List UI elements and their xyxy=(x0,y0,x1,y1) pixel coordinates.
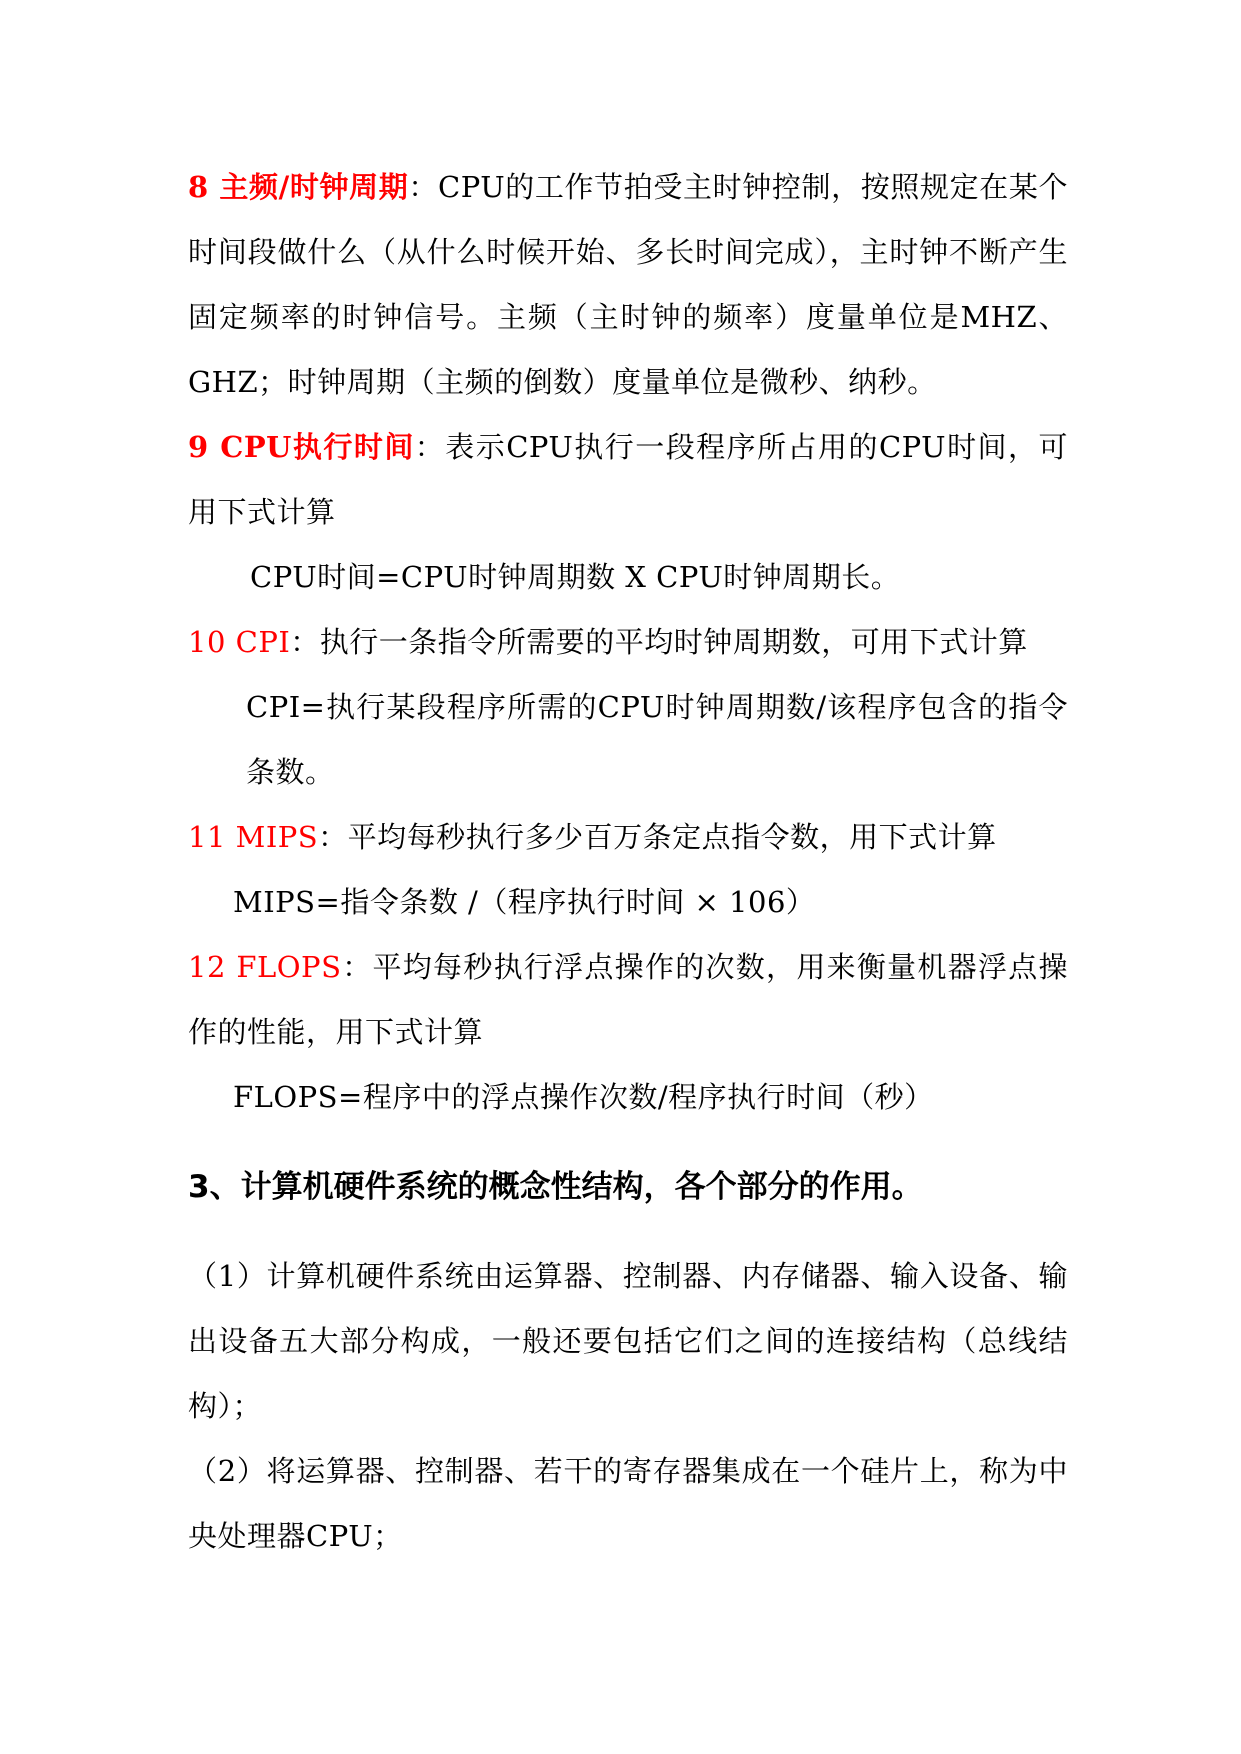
formula-flops: FLOPS=程序中的浮点操作次数/程序执行时间（秒） xyxy=(233,1080,934,1114)
section-heading: 3、计算机硬件系统的概念性结构，各个部分的作用。 xyxy=(188,1169,923,1205)
definition-text: ：执行一条指令所需要的平均时钟周期数，可用下式计算 xyxy=(290,625,1028,659)
formula-cpu-time: CPU时间=CPU时钟周期数 X CPU时钟周期长。 xyxy=(250,560,901,594)
definition-text: ：CPU的工作节拍受主时钟控制，按照规定在某个时间段做什么（从什么时候开始、多长时间完成），主时钟不断产生固定频率的时钟信号。主频（主时钟的频率）度量单位是MHZ、GHZ；时钟周期（主频的倒数）度量单位是微秒、纳秒。 xyxy=(188,170,1069,399)
definition-flops xyxy=(188,935,1068,1065)
definition-mips xyxy=(188,805,1068,870)
term-label: 10 CPI xyxy=(188,625,291,659)
term-label: 9 CPU执行时间 xyxy=(188,430,415,464)
term-label: 12 FLOPS xyxy=(188,950,342,984)
term-label: 8 主频/时钟周期 xyxy=(188,170,409,204)
definition-cpi xyxy=(188,610,1068,675)
point-1: （1）计算机硬件系统由运算器、控制器、内存储器、输入设备、输出设备五大部分构成，一般还要包括它们之间的连接结构（总线结构）； xyxy=(188,1259,1068,1423)
point-2: （2）将运算器、控制器、若干的寄存器集成在一个硅片上，称为中央处理器CPU； xyxy=(188,1454,1068,1553)
definition-clock-frequency xyxy=(188,155,1068,415)
formula-cpi: CPI=执行某段程序所需的CPU时钟周期数/该程序包含的指令条数。 xyxy=(246,690,1068,789)
definition-text: ：表示CPU执行一段程序所占用的CPU时间，可用下式计算 xyxy=(188,430,1068,529)
definition-text: ：平均每秒执行多少百万条定点指令数，用下式计算 xyxy=(318,820,997,854)
definition-text: ：平均每秒执行浮点操作的次数，用来衡量机器浮点操作的性能，用下式计算 xyxy=(188,950,1068,1049)
document-content xyxy=(188,155,1068,1569)
formula-mips: MIPS=指令条数 /（程序执行时间 × 106） xyxy=(233,885,816,919)
term-label: 11 MIPS xyxy=(188,820,319,854)
definition-cpu-time xyxy=(188,415,1068,545)
